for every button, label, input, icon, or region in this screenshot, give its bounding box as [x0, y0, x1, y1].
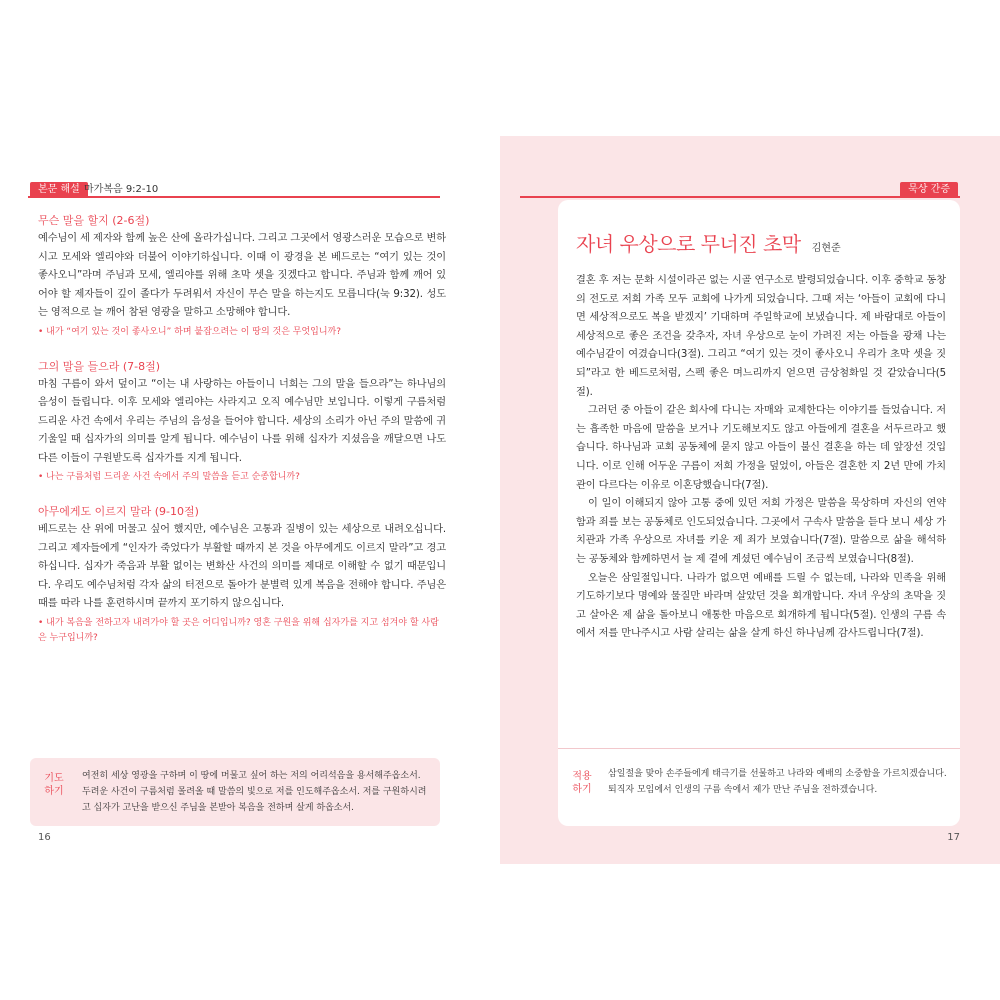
- section-tag: 본문 해설: [30, 182, 88, 198]
- author-name: 김현준: [811, 243, 841, 254]
- right-page: [500, 136, 1000, 864]
- page-number: 17: [947, 832, 960, 843]
- section-body: 예수님이 세 제자와 함께 높은 산에 올라가십니다. 그리고 그곳에서 영광스러운 모습으로 변하시고 모세와 엘리야와 더불어 이야기하십니다. 이때 이 광경을 본 베드로는 “여기 있는 것이 좋사오니”라며 주님과 모세, 엘리야를 위해 초막 셋을 짓겠다고 합니다. 주님과 함께 깨어 있어야 할 제자들이 깊이 졸다가 두려워서 자신이 무슨 말을 하는지도 모릅니다(눅 9:32). 성도는 영적으로 늘 깨어 참된 영광을 말하고 소망해야 합니다.: [38, 233, 446, 318]
- divider: [558, 748, 960, 749]
- testimony-paragraph: 이 일이 이해되지 않아 고통 중에 있던 저희 가정은 말씀을 묵상하며 자신의 연약함과 죄를 보는 공동체로 인도되었습니다. 그곳에서 구속사 말씀을 듣다 보니 세상 가치관과 가족 우상으로 자녀를 키운 제 죄가 보였습니다(7절). 말씀으로 삶을 해석하는 공동체와 함께하면서 늘 제 곁에 계셨던 예수님이 조금씩 보였습니다(8절).: [576, 498, 946, 565]
- application-label: 적용 하기: [572, 771, 592, 795]
- commentary-section: [38, 358, 446, 486]
- section-title: 그의 말을 들으라 (7-8절): [38, 359, 161, 373]
- reflection-question: • 나는 구름처럼 드리운 사건 속에서 주의 말씀을 듣고 순종합니까?: [38, 472, 300, 482]
- reflection-question: • 내가 “여기 있는 것이 좋사오니” 하며 붙잡으려는 이 땅의 것은 무엇입니까?: [38, 326, 342, 337]
- reflection-question: • 내가 복음을 전하고자 내려가야 할 곳은 어디입니까? 영혼 구원을 위해 십자가를 지고 섬겨야 할 사람은 누구입니까?: [38, 617, 439, 643]
- testimony-card: [558, 200, 960, 826]
- testimony-title: 자녀 우상으로 무너진 초막: [576, 232, 801, 256]
- section-body: 마침 구름이 와서 덮이고 “이는 내 사랑하는 아들이니 너희는 그의 말을 들으라”는 하나님의 음성이 들립니다. 이후 모세와 엘리야는 사라지고 오직 예수님만 보입니다. 이렇게 구름처럼 드리운 사건 속에서 우리는 주님의 음성을 들어야 합니다. 세상의 소리가 아닌 주의 말씀에 귀 기울일 때 십자가의 의미를 알게 됩니다. 예수님이 나를 위해 십자가 지셨음을 깨달으면 나도 다른 이들이 구원받도록 십자가를 지게 됩니다.: [38, 378, 446, 464]
- testimony-body: [576, 272, 946, 644]
- testimony-paragraph: 그러던 중 아들이 같은 회사에 다니는 자매와 교제한다는 이야기를 들었습니다. 저는 흡족한 마음에 말씀을 보거나 기도해보지도 않고 아들에게 결혼을 서두르라고 했습니다. 하나님과 교회 공동체에 묻지 않고 아들이 불신 결혼을 하는 데 앞장선 것입니다. 이로 인해 어두운 구름이 저희 가정을 덮었이, 아들은 결혼한 지 2년 만에 가치관이 다르다는 이유로 이혼당했습니다(7절).: [576, 405, 946, 491]
- testimony-paragraph: 오늘은 삼일절입니다. 나라가 없으면 예배를 드릴 수 없는데, 나라와 민족을 위해 기도하기보다 명예와 물질만 바라며 살았던 것을 회개합니다. 자녀 우상의 초막을 짓고 살아온 제 삶을 돌아보니 애통한 마음으로 회개하게 됩니다(5절). 인생의 구름 속에서 저를 만나주시고 사람 살리는 삶을 살게 하신 하나님께 감사드립니다(7절).: [576, 572, 946, 640]
- section-title: 무슨 말을 할지 (2-6절): [38, 214, 150, 227]
- page-number: 16: [38, 832, 51, 843]
- prayer-label: 기도 하기: [44, 773, 64, 797]
- commentary: [38, 212, 446, 664]
- section-tag: 묵상 간증: [900, 182, 958, 198]
- scripture-reference: 마가복음 9:2-10: [84, 184, 159, 195]
- prayer-box: [30, 758, 440, 826]
- section-title: 아무에게도 이르지 말라 (9-10절): [38, 505, 199, 518]
- commentary-section: [38, 503, 446, 646]
- title-row: [576, 228, 841, 257]
- application-box: [558, 756, 960, 816]
- header-rule: [520, 196, 960, 198]
- commentary-section: [38, 212, 446, 340]
- section-body: 베드로는 산 위에 머물고 싶어 했지만, 예수님은 고통과 질병이 있는 세상으로 내려오십니다. 그리고 제자들에게 “인자가 죽었다가 부활할 때까지 본 것을 아무에게도 이르지 말라”고 경고하십니다. 십자가 죽음과 부활 없이는 변화산 사건의 의미를 제대로 이해할 수 없기 때문입니다. 우리도 예수님처럼 각자 삶의 터전으로 돌아가 분별력 있게 복음을 전해야 합니다. 주님은 때를 따라 나를 훈련하시며 끝까지 포기하지 않으십니다.: [38, 524, 446, 609]
- left-page: [0, 136, 500, 864]
- application-text: 삼일절을 맞아 손주들에게 태극기를 선물하고 나라와 예배의 소중함을 가르치겠습니다. 퇴직자 모임에서 인생의 구름 속에서 제가 만난 주님을 전하겠습니다.: [608, 769, 947, 795]
- testimony-paragraph: 결혼 후 저는 문화 시설이라곤 없는 시골 연구소로 발령되었습니다. 이후 중학교 동창의 전도로 저희 가족 모두 교회에 나가게 되었습니다. 그때 저는 ‘아들이 교회에 다니면 세상적으로도 복을 받겠지’ 기대하며 주일학교에 보냈습니다. 제 바람대로 아들이 세상적으로 좋은 조건을 갖추자, 자녀 우상으로 눈이 가려진 저는 아들을 광채 나는 예수님같이 여겼습니다(3절). 그리고 “여기 있는 것이 좋사오니 우리가 초막 셋을 짓되”라고 한 베드로처럼, 스펙 좋은 며느리까지 얻으면 금상첨화일 것 같았습니다(5절).: [576, 275, 946, 398]
- prayer-text: 여전히 세상 영광을 구하며 이 땅에 머물고 싶어 하는 저의 어리석음을 용서해주옵소서. 두려운 사건이 구름처럼 몰려올 때 말씀의 빛으로 저를 인도해주옵소서. 저를 구원하시려고 십자가 고난을 받으신 주님을 본받아 복음을 전하며 살게 하옵소서.: [82, 771, 427, 813]
